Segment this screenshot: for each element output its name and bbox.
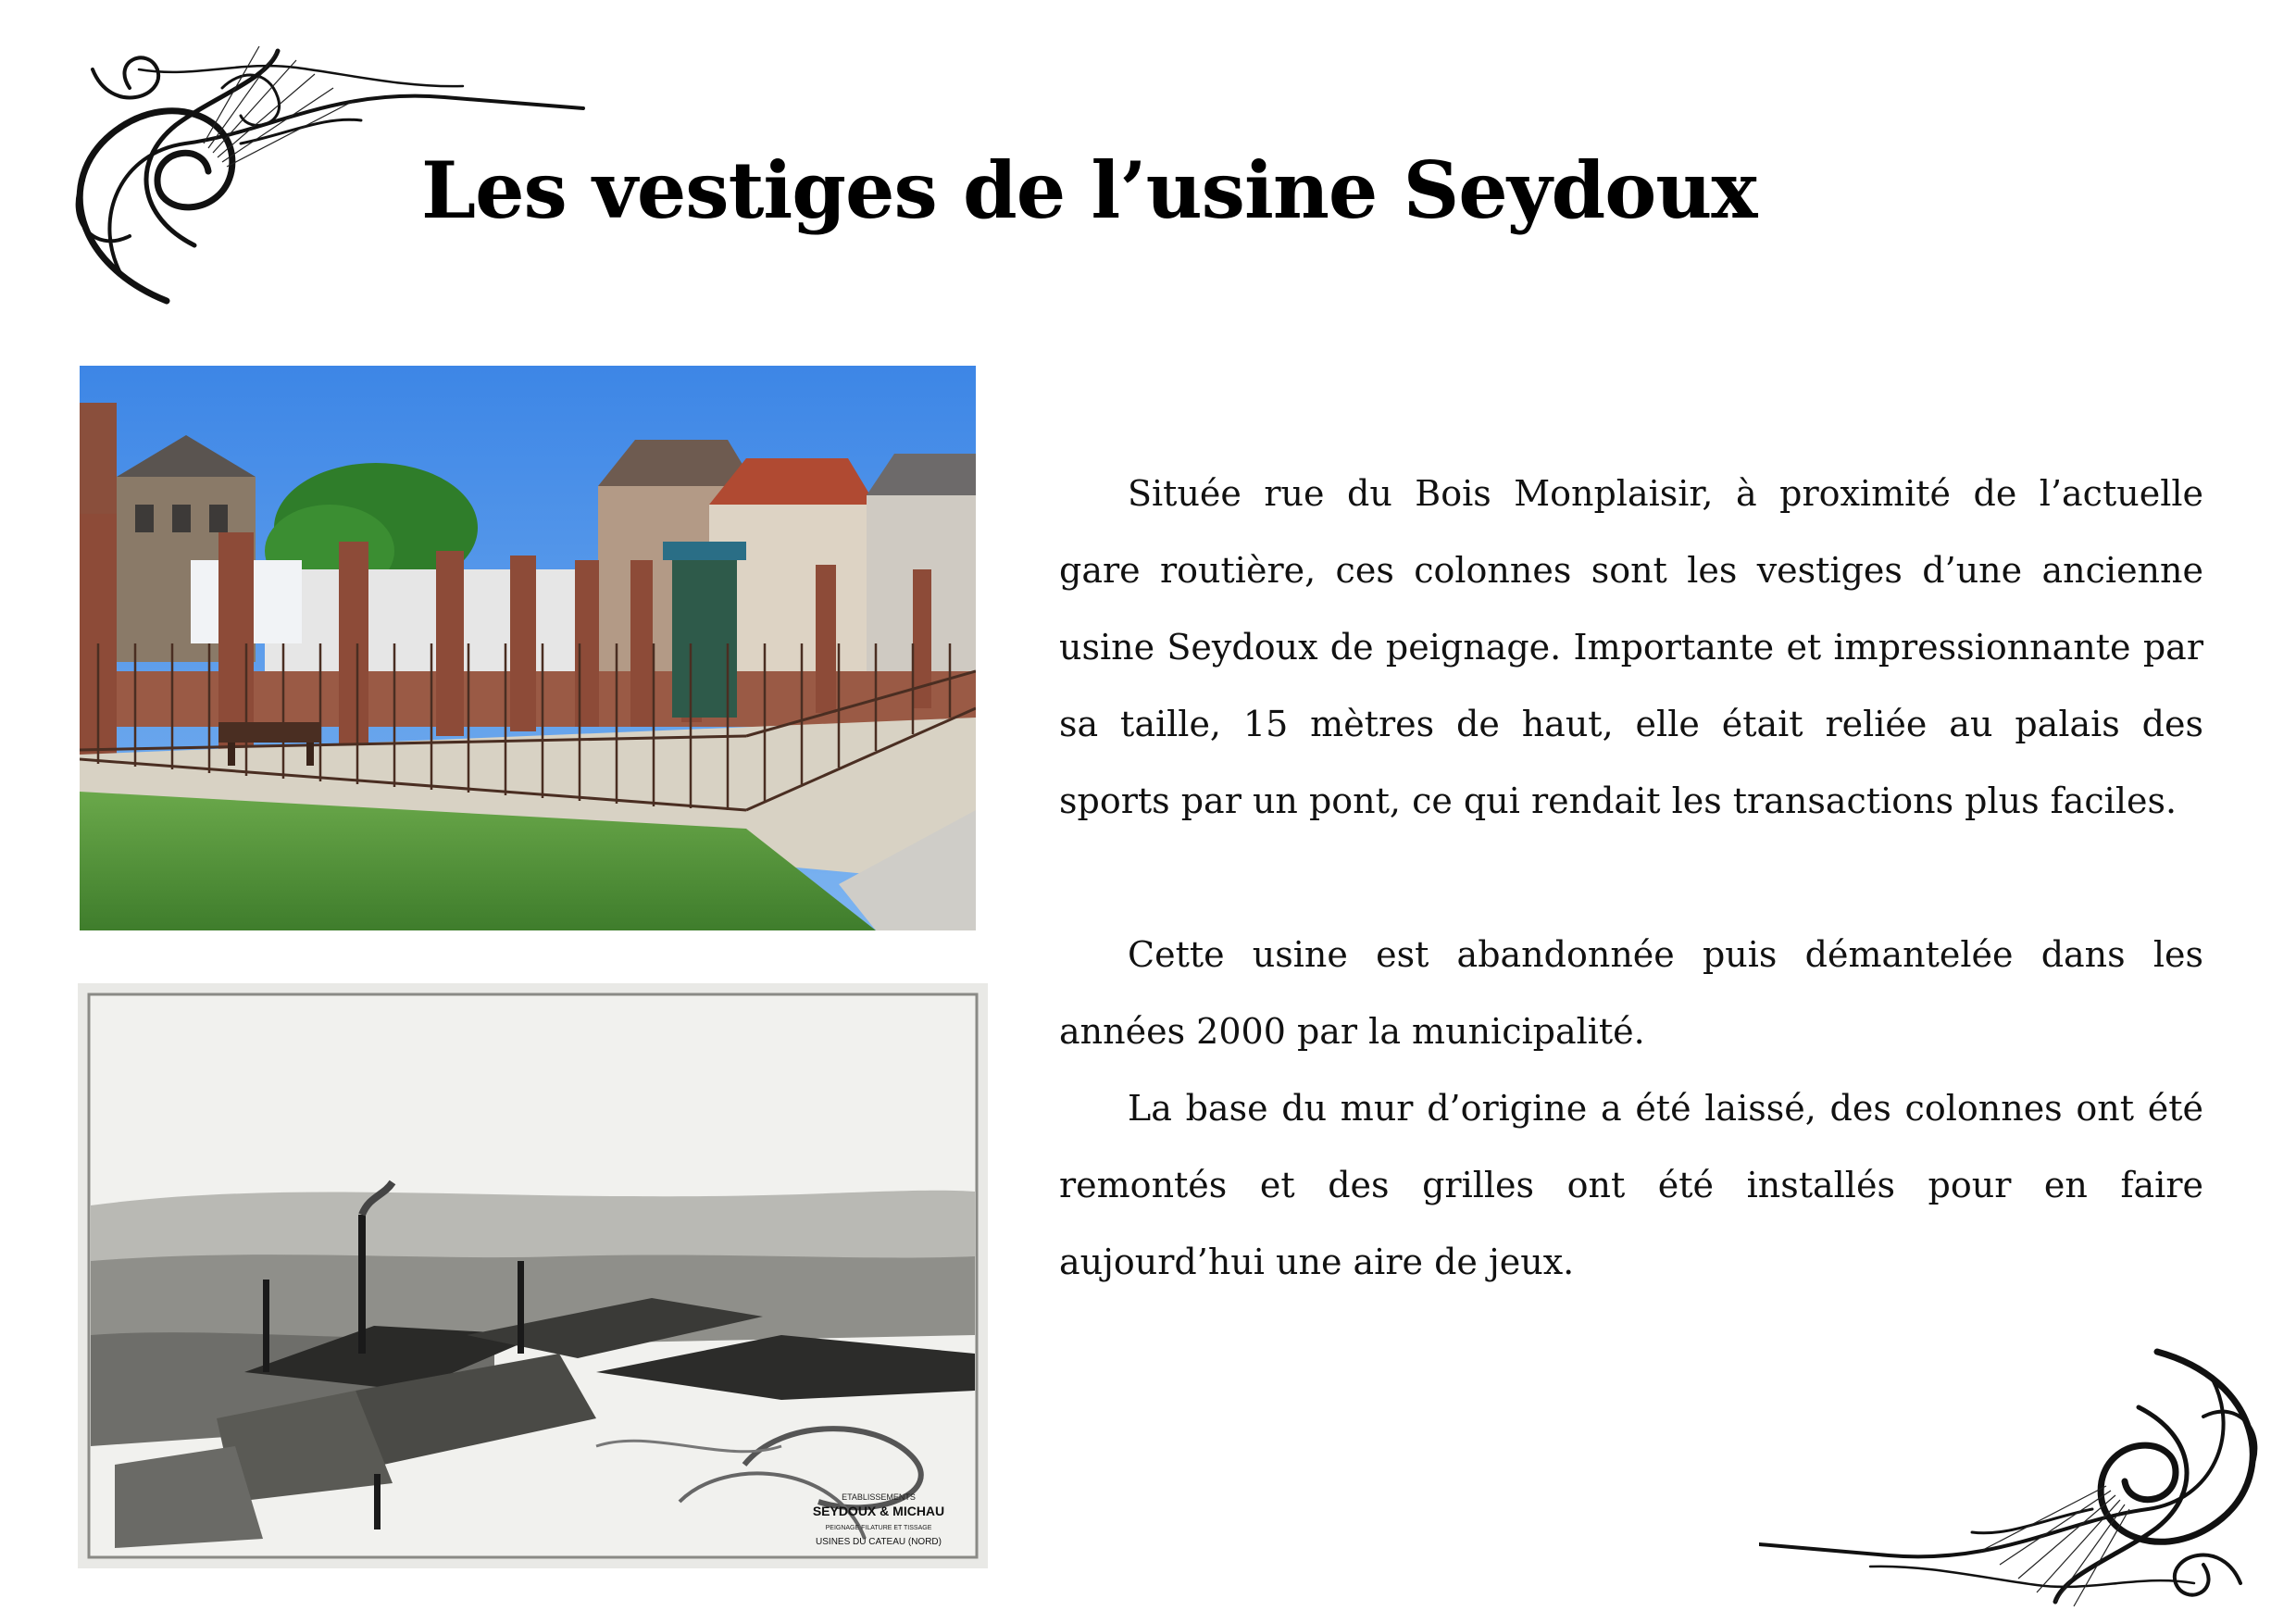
page-title: Les vestiges de l’usine Seydoux: [421, 144, 1757, 236]
paragraph-dismantled: Cette usine est abandonnée puis démantelée dans les années 2000 par la municipalité.: [1059, 934, 2203, 1052]
body-text: [1059, 456, 2203, 1301]
ornament-flourish-bottom-right: [1759, 1342, 2277, 1620]
paragraph-location: Située rue du Bois Monplaisir, à proximité de l’actuelle gare routière, ces colonnes sont les vestiges d’une ancienne usine Seydoux de peignage. Importante et impressionnante par sa taille, 15 mètres de haut, elle était reliée au palais des sports par un pont, ce qui rendait les transactions plus faciles.: [1059, 473, 2203, 821]
factory-historical-engraving: [78, 983, 988, 1568]
paragraph-playground: La base du mur d’origine a été laissé, des colonnes ont été remontés et des grilles ont été installés pour en faire aujourd’hui une aire de jeux.: [1059, 1088, 2203, 1282]
caption-line-3: PEIGNAGE FILATURE ET TISSAGE: [825, 1525, 932, 1531]
caption-line-4: USINES DU CATEAU (NORD): [816, 1537, 942, 1547]
caption-line-2: SEYDOUX & MICHAU: [812, 1504, 945, 1518]
playground-photo: [80, 366, 976, 930]
caption-line-1: ETABLISSEMENTS: [842, 1492, 916, 1502]
